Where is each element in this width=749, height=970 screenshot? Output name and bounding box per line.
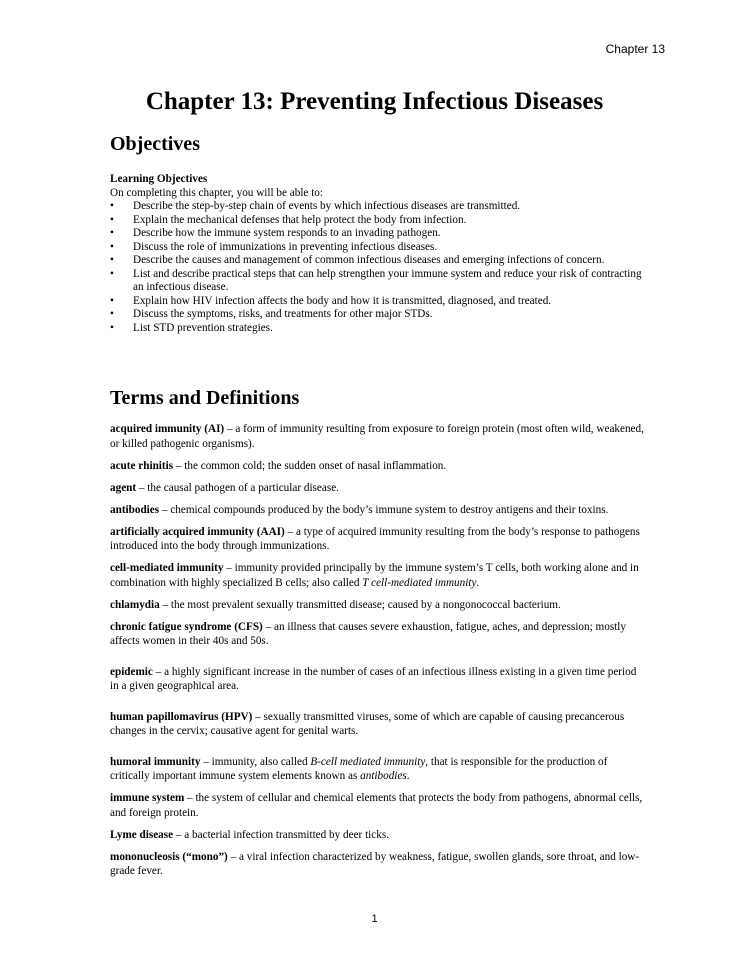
terms-heading: Terms and Definitions bbox=[110, 387, 300, 409]
bullet-icon: • bbox=[110, 321, 114, 334]
term-definition: – a highly significant increase in the number of cases of an infectious illness existing in a given time period in a given geographical area. bbox=[110, 665, 637, 692]
objective-item: • Describe how the immune system responds to an invading pathogen. bbox=[110, 227, 441, 239]
term-definition: – the most prevalent sexually transmitted disease; caused by a nongonococcal bacterium. bbox=[159, 598, 561, 611]
objective-item: • Describe the causes and management of common infectious diseases and emerging infections of concern. bbox=[110, 254, 605, 266]
bullet-icon: • bbox=[110, 240, 114, 253]
term-entry bbox=[110, 598, 645, 613]
bullet-icon: • bbox=[110, 213, 114, 226]
term-name: mononucleosis (“mono”) bbox=[110, 850, 228, 863]
bullet-icon: • bbox=[110, 200, 114, 212]
term-name: acute rhinitis bbox=[110, 459, 174, 472]
term-definition-italic: B-cell mediated immunity bbox=[310, 755, 426, 768]
term-definition-italic: T cell-mediated immunity bbox=[362, 576, 477, 589]
term-entry bbox=[110, 665, 645, 694]
term-definition: – the causal pathogen of a particular disease. bbox=[136, 481, 339, 494]
terms-section bbox=[110, 422, 645, 886]
term-name: agent bbox=[110, 481, 137, 494]
term-definition-mid: , that is responsible for the production of critically important immune system elements known as bbox=[110, 755, 608, 782]
bullet-icon: • bbox=[110, 294, 114, 307]
objectives-list bbox=[110, 200, 650, 335]
bullet-icon: • bbox=[110, 254, 114, 266]
term-entry bbox=[110, 791, 645, 820]
objective-item: • Describe the step-by-step chain of events by which infectious diseases are transmitted. bbox=[110, 200, 521, 212]
term-entry bbox=[110, 620, 645, 649]
term-definition: – a bacterial infection transmitted by deer ticks. bbox=[173, 828, 389, 841]
term-entry bbox=[110, 422, 645, 451]
page-number: 1 bbox=[371, 913, 378, 925]
objective-item: • Discuss the symptoms, risks, and treatments for other major STDs. bbox=[110, 308, 433, 320]
term-name: humoral immunity bbox=[110, 755, 201, 768]
term-entry bbox=[110, 459, 645, 474]
objectives-intro: On completing this chapter, you will be able to: bbox=[110, 186, 323, 199]
term-definition-end: . bbox=[406, 770, 410, 782]
term-name: acquired immunity (AI) bbox=[110, 423, 225, 435]
term-definition: – a form of immunity resulting from exposure to foreign protein (most often wild, weakened, or killed pathogenic organisms). bbox=[110, 423, 644, 450]
objectives-heading: Objectives bbox=[110, 133, 200, 155]
term-entry bbox=[110, 710, 645, 739]
term-definition: – chemical compounds produced by the body’s immune system to destroy antigens and their toxins. bbox=[159, 503, 609, 516]
term-definition: – immunity, also called bbox=[200, 755, 311, 768]
term-entry bbox=[110, 503, 645, 518]
term-entry bbox=[110, 561, 645, 590]
objective-item: • Discuss the role of immunizations in preventing infectious diseases. bbox=[110, 240, 438, 253]
term-entry bbox=[110, 481, 645, 496]
term-definition: – an illness that causes severe exhaustion, fatigue, aches, and depression; mostly affects women in their 40s and 50s. bbox=[110, 620, 626, 647]
term-name: chronic fatigue syndrome (CFS) bbox=[110, 620, 263, 633]
term-definition: – sexually transmitted viruses, some of which are capable of causing precancerous changes in the cervix; causative agent for genital warts. bbox=[110, 710, 625, 737]
term-definition: – immunity provided principally by the immune system’s T cells, both working alone and in combination with highly specialized B cells; also called bbox=[110, 562, 639, 589]
term-name: antibodies bbox=[110, 503, 160, 516]
objectives-section bbox=[110, 173, 650, 335]
bullet-icon: • bbox=[110, 308, 114, 320]
term-definition: – a viral infection characterized by weakness, fatigue, swollen glands, sore throat, and low-grade fever. bbox=[110, 850, 640, 877]
term-definition: – the system of cellular and chemical elements that protects the body from pathogens, abnormal cells, and foreign protein. bbox=[110, 792, 643, 819]
term-entry bbox=[110, 525, 645, 554]
page-title: Chapter 13: Preventing Infectious Diseases bbox=[145, 88, 604, 115]
running-header: Chapter 13 bbox=[605, 42, 665, 56]
term-definition-italic: antibodies bbox=[360, 770, 407, 782]
term-definition: – the common cold; the sudden onset of nasal inflammation. bbox=[173, 459, 447, 472]
term-entry bbox=[110, 828, 645, 843]
term-name: immune system bbox=[110, 792, 185, 804]
term-definition-end: . bbox=[476, 576, 480, 589]
bullet-icon: • bbox=[110, 267, 114, 280]
term-name: artificially acquired immunity (AAI) bbox=[110, 525, 285, 538]
term-name: human papillomavirus (HPV) bbox=[110, 710, 253, 723]
objective-item: • Explain how HIV infection affects the body and how it is transmitted, diagnosed, and treated. bbox=[110, 294, 552, 307]
term-name: Lyme disease bbox=[110, 828, 174, 841]
bullet-icon: • bbox=[110, 227, 114, 239]
term-entry bbox=[110, 755, 645, 784]
objective-item: • List STD prevention strategies. bbox=[110, 321, 273, 334]
term-name: cell-mediated immunity bbox=[110, 562, 224, 574]
term-name: chlamydia bbox=[110, 598, 160, 611]
term-name: epidemic bbox=[110, 665, 153, 678]
term-definition: – a type of acquired immunity resulting from the body’s response to pathogens introduced into the body through immunizations. bbox=[110, 525, 640, 552]
objective-item: • Explain the mechanical defenses that help protect the body from infection. bbox=[110, 213, 467, 226]
objectives-subtitle: Learning Objectives bbox=[110, 173, 208, 185]
term-entry bbox=[110, 850, 645, 879]
objective-item: • List and describe practical steps that can help strengthen your immune system and reduce your risk of contracting an infectious disease. bbox=[110, 267, 642, 293]
